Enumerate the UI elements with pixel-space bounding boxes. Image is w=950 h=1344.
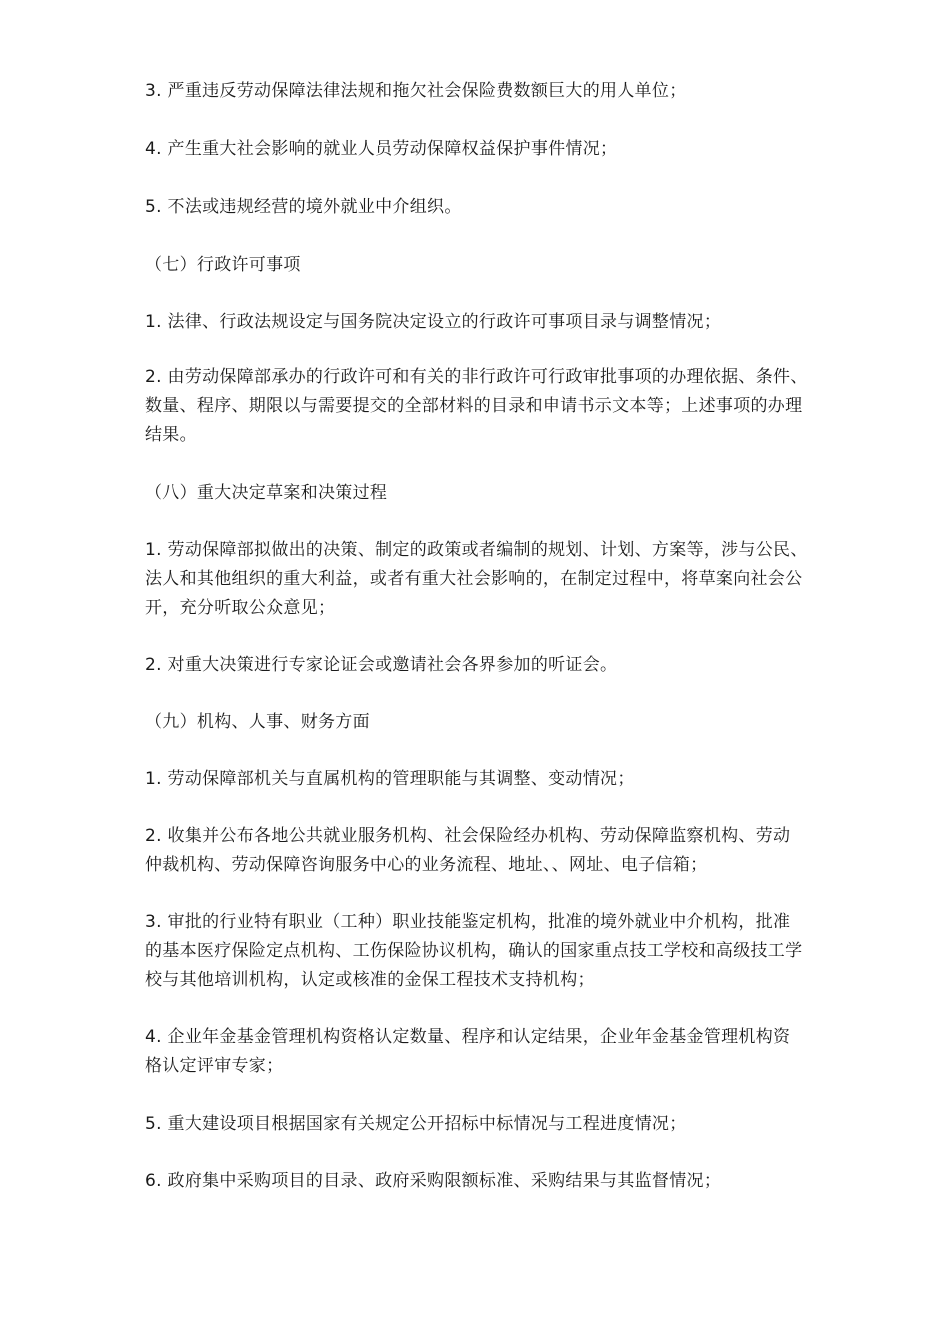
list-item [145,135,875,164]
text-line: （七）行政许可事项 [145,255,301,275]
text-line: 4. 企业年金基金管理机构资格认定数量、程序和认定结果，企业年金基金管理机构资 [145,1027,791,1047]
list-item [145,77,875,106]
list-item [145,1110,875,1139]
text-line: 2. 由劳动保障部承办的行政许可和有关的非行政许可行政审批事项的办理依据、条件、 [145,367,808,387]
text-line: （九）机构、人事、财务方面 [145,712,370,732]
list-item [145,908,875,995]
text-line: 2. 收集并公布各地公共就业服务机构、社会保险经办机构、劳动保障监察机构、劳动 [145,826,791,846]
list-item [145,536,875,623]
text-line: 4. 产生重大社会影响的就业人员劳动保障权益保护事件情况； [145,139,618,159]
text-line: 3. 审批的行业特有职业（工种）职业技能鉴定机构，批准的境外就业中介机构，批准 [145,912,791,932]
text-line: 格认定评审专家； [145,1056,284,1076]
text-line: 1. 劳动保障部拟做出的决策、制定的政策或者编制的规划、计划、方案等，涉与公民、 [145,540,808,560]
section-heading [145,479,875,508]
text-line: 1. 法律、行政法规设定与国务院决定设立的行政许可事项目录与调整情况； [145,312,722,332]
text-line: 结果。 [145,425,197,445]
text-line: 的基本医疗保险定点机构、工伤保险协议机构，确认的国家重点技工学校和高级技工学 [145,941,803,961]
list-item [145,193,875,222]
text-line: 1. 劳动保障部机关与直属机构的管理职能与其调整、变动情况； [145,769,635,789]
list-item [145,308,875,337]
list-item [145,822,875,880]
section-heading [145,708,875,737]
text-line: 数量、程序、期限以与需要提交的全部材料的目录和申请书示文本等；上述事项的办理 [145,396,803,416]
text-line: 5. 不法或违规经营的境外就业中介组织。 [145,197,462,217]
text-line: 校与其他培训机构，认定或核准的金保工程技术支持机构； [145,970,595,990]
list-item [145,363,875,450]
list-item [145,651,875,680]
list-item [145,1167,875,1196]
text-line: 法人和其他组织的重大利益，或者有重大社会影响的，在制定过程中，将草案向社会公 [145,569,803,589]
list-item [145,765,875,794]
text-line: 2. 对重大决策进行专家论证会或邀请社会各界参加的听证会。 [145,655,618,675]
text-line: 3. 严重违反劳动保障法律法规和拖欠社会保险费数额巨大的用人单位； [145,81,687,101]
text-line: 6. 政府集中采购项目的目录、政府采购限额标准、采购结果与其监督情况； [145,1171,722,1191]
text-line: 开，充分听取公众意见； [145,598,336,618]
list-item [145,1023,875,1081]
text-line: 仲裁机构、劳动保障咨询服务中心的业务流程、地址、、网址、电子信箱； [145,855,708,875]
section-heading [145,251,875,280]
text-line: （八）重大决定草案和决策过程 [145,483,388,503]
text-line: 5. 重大建设项目根据国家有关规定公开招标中标情况与工程进度情况； [145,1114,687,1134]
